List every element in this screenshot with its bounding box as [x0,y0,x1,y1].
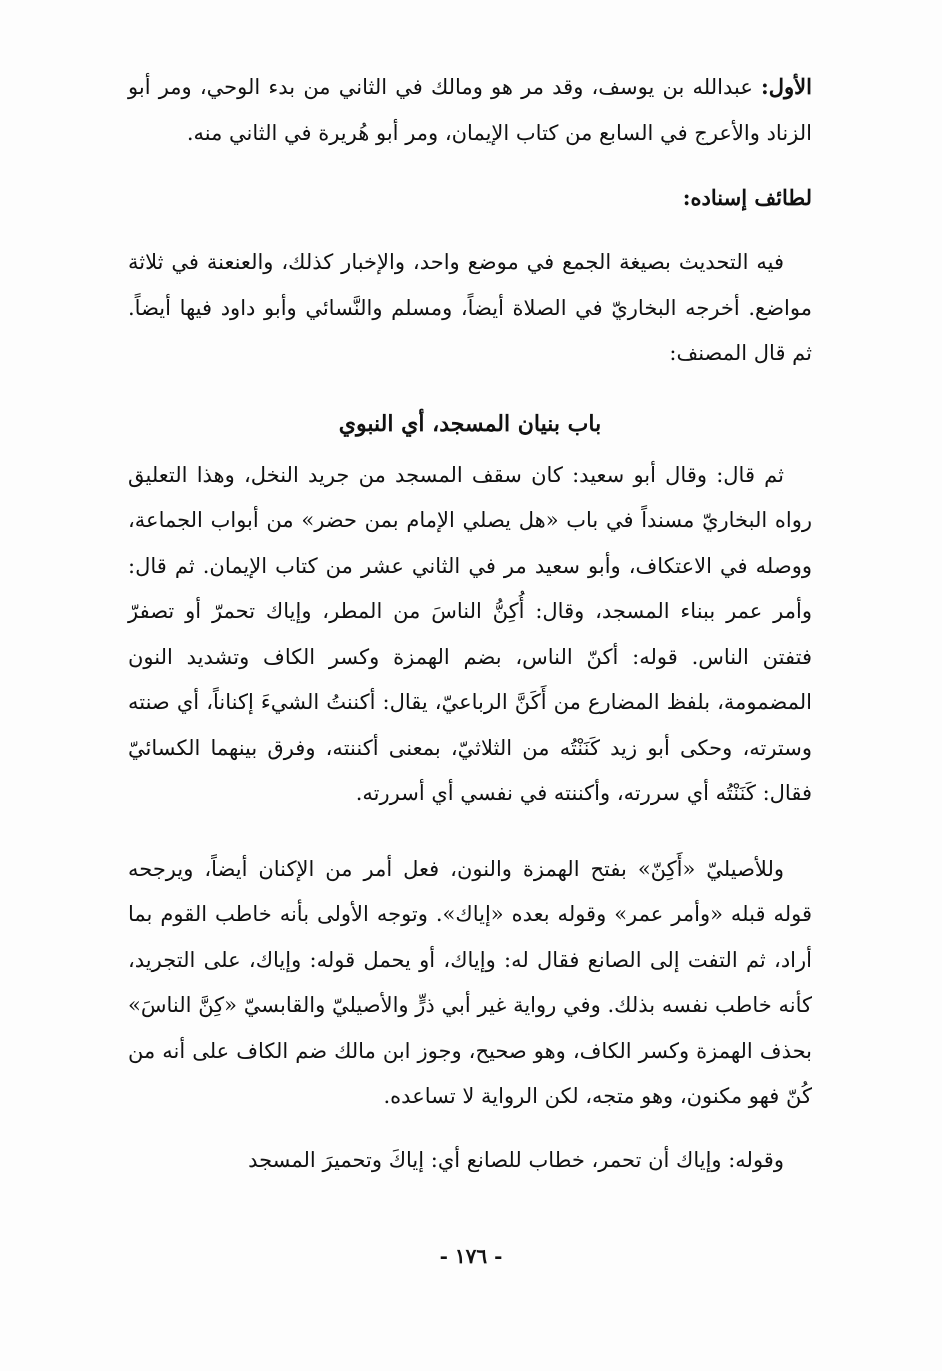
paragraph-isnad-notes: فيه التحديث بصيغة الجمع في موضع واحد، والإخبار كذلك، والعنعنة في ثلاثة مواضع. أخرجه البخاريّ في الصلاة أيضاً، ومسلم والنَّسائي وأبو داود فيها أيضاً. ثم قال المصنف: [128,250,812,365]
paragraph-iyyaka: وقوله: وإياك أن تحمر، خطاب للصانع أي: إياكَ وتحميرَ المسجد [248,1147,784,1172]
section-heading-latif: لطائف إسناده: [682,185,812,210]
page-number: - ١٧٦ - [439,1244,503,1268]
paragraph-usayli: وللأصيليّ «أَكِنّ» بفتح الهمزة والنون، فعل أمر من الإكنان أيضاً، ويرجحه قوله قبله «وأمر عمر» وقوله بعده «إياك». وتوجه الأولى بأنه خاطب القوم بما أراد، ثم التفت إلى الصانع فقال له: وإياك، أو يحمل قوله: وإياك، على التجريد، كأنه خاطب نفسه بذلك. وفي رواية غير أبي ذرٍّ والأصيليّ والقابسيّ «كِنَّ الناسَ» بحذف الهمزة وكسر الكاف، وهو صحيح، وجوز ابن مالك ضم الكاف على أنه من كُنّ فهو مكنون، وهو متجه، لكن الرواية لا تساعده. [128,856,812,1108]
page-body [128,64,812,1183]
paragraph-first-narrator [128,64,812,156]
paragraph-first-narrator-text: عبدالله بن يوسف، وقد مر هو ومالك في الثاني من بدء الوحي، ومر أبو الزناد والأعرج في السابع من كتاب الإيمان، ومر أبو هُريرة في الثاني منه. [128,75,812,145]
paragraph-abu-said: ثم قال: وقال أبو سعيد: كان سقف المسجد من جريد النخل، وهذا التعليق رواه البخاريّ مسنداً في باب «هل يصلي الإمام بمن حضر» من أبواب الجماعة، ووصله في الاعتكاف، وأبو سعيد مر في الثاني عشر من كتاب الإيمان. ثم قال: وأمر عمر ببناء المسجد، وقال: أُكِنُّ الناسَ من المطر، وإياك تحمرّ أو تصفرّ فتفتن الناس. قوله: أكنّ الناس، بضم الهمزة وكسر الكاف وتشديد النون المضمومة، بلفظ المضارع من أَكَنَّ الرباعيّ، يقال: أكننتُ الشيءَ إكناناً، أي صنته وسترته، وحكى أبو زيد كَنَنْتُه من الثلاثيّ، بمعنى أكننته، وفرق بينهما الكسائيّ فقال: كَنَنْتُه أي سررته، وأكننته في نفسي أي أسررته. [128,462,812,805]
paragraph-lead-word: الأول: [761,74,812,99]
chapter-title: باب بنيان المسجد، أي النبوي [338,410,602,437]
